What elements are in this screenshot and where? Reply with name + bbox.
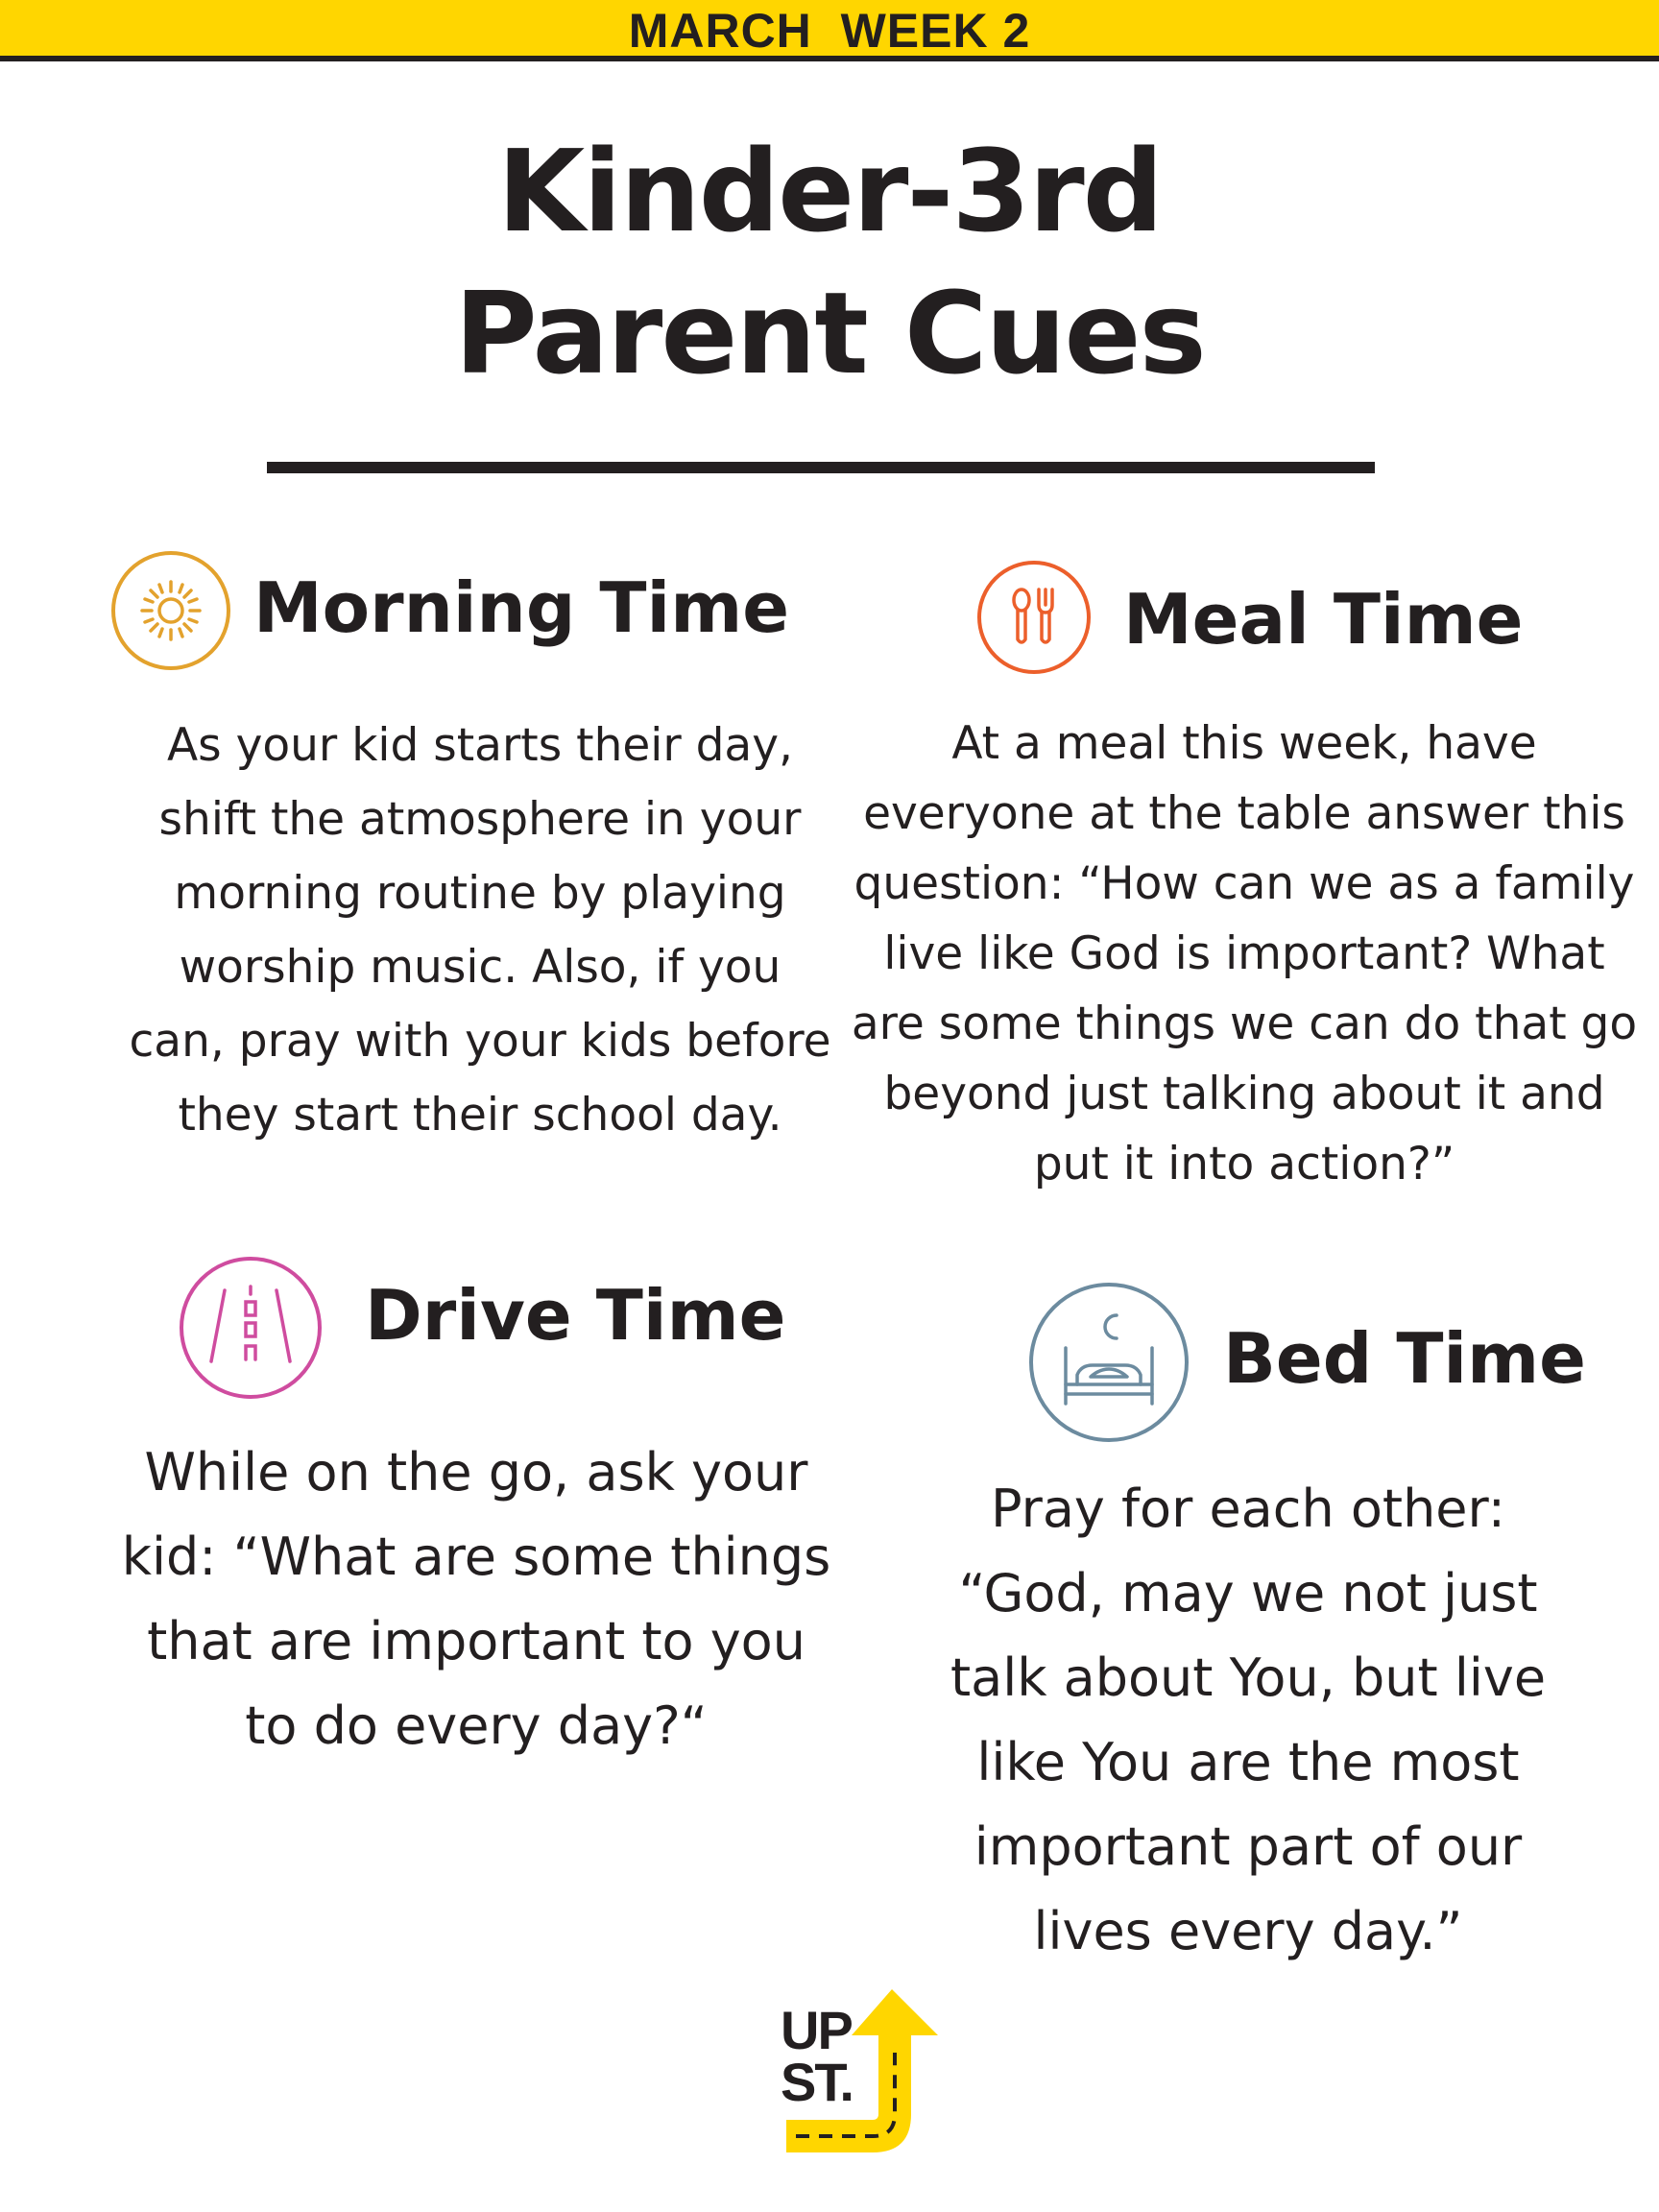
bed-moon-icon bbox=[1027, 1281, 1190, 1444]
page-title bbox=[0, 120, 1659, 404]
bed-time-title: Bed Time bbox=[1223, 1318, 1586, 1399]
morning-time-title: Morning Time bbox=[253, 567, 790, 648]
morning-time-text: As your kid starts their day, shift the atmosphere in your morning routine by playing worship music. Also, if you can, pray with your kids before they start their school day. bbox=[129, 719, 831, 1142]
sun-icon bbox=[109, 549, 232, 672]
top-banner bbox=[0, 0, 1659, 61]
meal-time-text: At a meal this week, have everyone at the table answer this question: “How can we as a family live like God is important? What are some things we can do that go beyond just talking about it and put it into action?” bbox=[851, 717, 1638, 1190]
drive-time-title: Drive Time bbox=[365, 1275, 786, 1356]
upstreet-arrow-logo bbox=[777, 1989, 950, 2162]
title-divider bbox=[267, 462, 1375, 473]
banner-text: MARCH WEEK 2 bbox=[628, 4, 1031, 58]
drive-time-text: While on the go, ask your kid: “What are some things that are important to you to do every day?“ bbox=[121, 1442, 831, 1756]
title-line-2: Parent Cues bbox=[454, 267, 1205, 399]
meal-time-title: Meal Time bbox=[1123, 579, 1524, 660]
utensils-icon bbox=[975, 559, 1093, 676]
logo-line-2: ST. bbox=[781, 2052, 853, 2112]
title-line-1: Kinder-3rd bbox=[496, 125, 1163, 257]
logo-line-1: UP bbox=[781, 2000, 852, 2060]
road-icon bbox=[169, 1254, 332, 1402]
bed-time-text: Pray for each other: “God, may we not just talk about You, but live like You are the most important part of our lives every day.” bbox=[950, 1479, 1547, 1961]
